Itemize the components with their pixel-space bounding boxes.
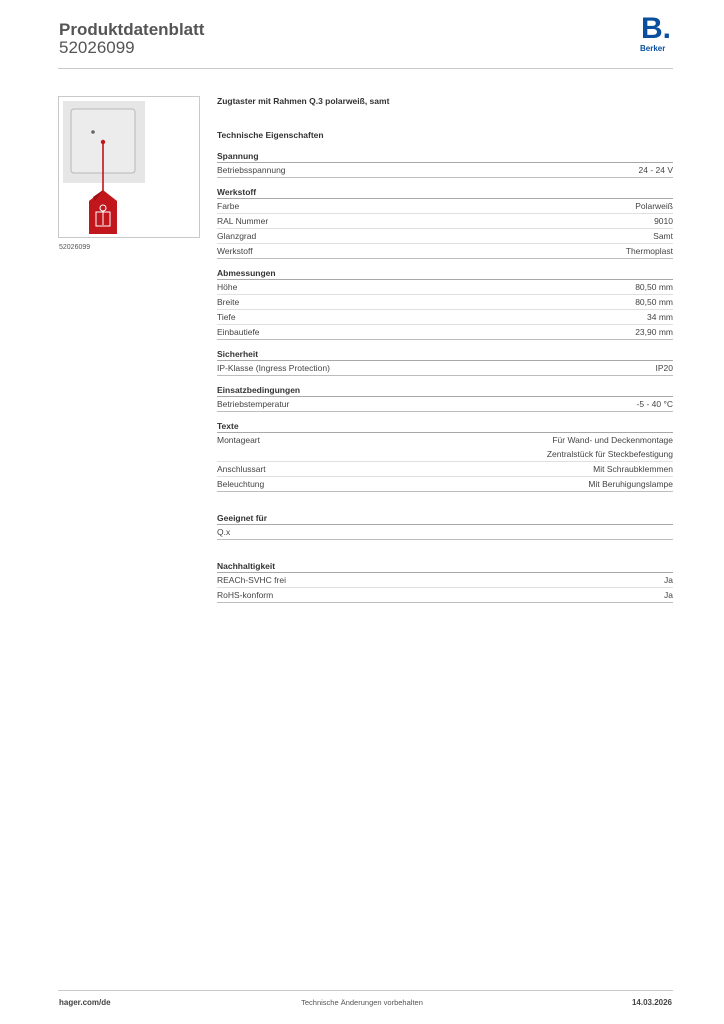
table-row <box>217 244 673 258</box>
row-label: Einbautiefe <box>217 327 260 337</box>
section-werkstoff <box>217 186 673 259</box>
row-label: Betriebstemperatur <box>217 399 290 409</box>
row-value: 23,90 mm <box>635 327 673 337</box>
row-value-multiline <box>547 433 673 461</box>
spec-content <box>217 96 673 603</box>
row-label: Montageart <box>217 435 260 445</box>
section-title: Spannung <box>217 150 673 163</box>
row-label: Farbe <box>217 201 240 211</box>
row-label: REACh-SVHC frei <box>217 575 286 585</box>
logo-name: Berker <box>640 44 666 53</box>
product-number: 52026099 <box>59 38 135 57</box>
table-row <box>217 295 673 310</box>
section-texte <box>217 420 673 492</box>
row-value: 9010 <box>654 216 673 226</box>
table-row <box>217 433 673 462</box>
row-label: Glanzgrad <box>217 231 257 241</box>
footer-date: 14.03.2026 <box>631 998 672 1007</box>
footer-note: Technische Änderungen vorbehalten <box>301 998 423 1007</box>
row-value: -5 - 40 °C <box>636 399 673 409</box>
table-row <box>217 214 673 229</box>
section-spannung <box>217 150 673 178</box>
product-image <box>58 96 200 238</box>
section-title: Nachhaltigkeit <box>217 560 673 573</box>
berker-logo <box>640 12 676 56</box>
row-value: Ja <box>664 590 673 600</box>
table-row <box>217 310 673 325</box>
logo-letter: B. <box>641 12 671 45</box>
row-value: Für Wand- und Deckenmontage <box>552 435 673 445</box>
header-divider <box>58 68 673 69</box>
image-caption: 52026099 <box>59 244 91 251</box>
section-nachhaltigkeit <box>217 560 673 603</box>
table-row <box>217 588 673 602</box>
technical-properties-heading: Technische Eigenschaften <box>217 130 324 140</box>
row-label: RAL Nummer <box>217 216 269 226</box>
row-label: Höhe <box>217 282 238 292</box>
section-title: Werkstoff <box>217 186 673 199</box>
section-title: Texte <box>217 420 673 433</box>
section-title: Sicherheit <box>217 348 673 361</box>
table-row <box>217 397 673 411</box>
row-value: 80,50 mm <box>635 282 673 292</box>
row-value: 24 - 24 V <box>638 165 673 175</box>
row-value-line2: Zentralstück für Steckbefestigung <box>546 449 673 459</box>
footer-divider <box>58 990 673 991</box>
section-sicherheit <box>217 348 673 376</box>
table-row <box>217 280 673 295</box>
row-label: IP-Klasse (Ingress Protection) <box>217 363 330 373</box>
table-row <box>217 477 673 491</box>
page-title: Produktdatenblatt <box>59 20 205 39</box>
row-value: Mit Beruhigungslampe <box>588 479 673 489</box>
table-row <box>217 199 673 214</box>
row-value: IP20 <box>655 363 673 373</box>
table-row <box>217 573 673 588</box>
product-title: Zugtaster mit Rahmen Q.3 polarweiß, samt <box>217 96 390 106</box>
table-row <box>217 229 673 244</box>
section-title: Geeignet für <box>217 512 673 525</box>
section-abmessungen <box>217 267 673 340</box>
row-value: Polarweiß <box>635 201 673 211</box>
table-row <box>217 462 673 477</box>
row-value: Mit Schraubklemmen <box>593 464 673 474</box>
section-geeignet-fuer <box>217 512 673 540</box>
row-value: 80,50 mm <box>635 297 673 307</box>
table-row <box>217 163 673 177</box>
table-row <box>217 525 673 539</box>
row-label: Betriebsspannung <box>217 165 286 175</box>
row-label: Beleuchtung <box>217 479 265 489</box>
row-value: Ja <box>664 575 673 585</box>
row-value: Thermoplast <box>625 246 673 256</box>
row-label: Tiefe <box>217 312 236 322</box>
row-label: Q.x <box>217 527 231 537</box>
row-value: 34 mm <box>647 312 673 322</box>
row-value: Samt <box>653 231 673 241</box>
row-label: Anschlussart <box>217 464 266 474</box>
pull-switch-illustration <box>59 97 199 237</box>
row-label: Breite <box>217 297 240 307</box>
table-row <box>217 325 673 339</box>
section-einsatzbedingungen <box>217 384 673 412</box>
footer-website: hager.com/de <box>59 998 111 1007</box>
section-title: Einsatzbedingungen <box>217 384 673 397</box>
row-label: RoHS-konform <box>217 590 274 600</box>
row-label: Werkstoff <box>217 246 253 256</box>
section-title: Abmessungen <box>217 267 673 280</box>
table-row <box>217 361 673 375</box>
